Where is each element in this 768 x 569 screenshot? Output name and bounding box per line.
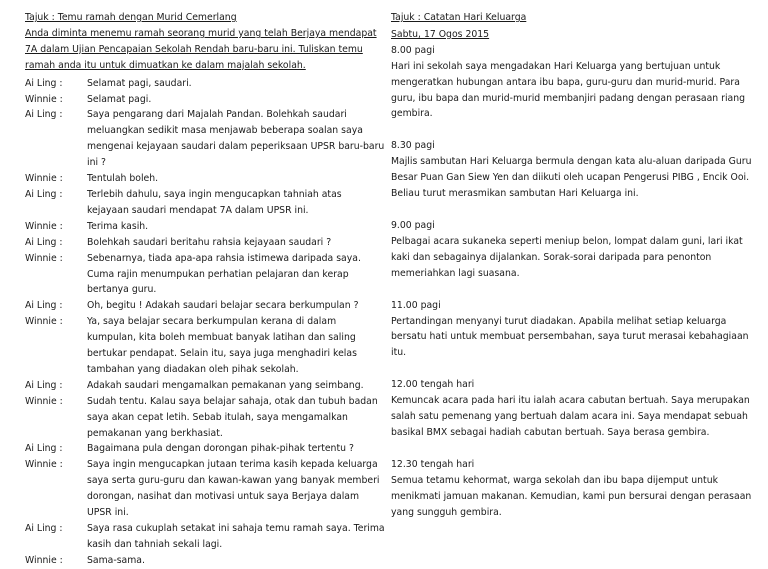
dialogue-text: Terima kasih. xyxy=(87,220,149,232)
speaker-label: Ai Ling : xyxy=(25,300,63,312)
interview-title: Tajuk : Temu ramah dengan Murid Cemerlang xyxy=(25,12,237,23)
diary-title: Tajuk : Catatan Hari Keluarga xyxy=(391,12,527,23)
entry-text: Pertandingan menyanyi turut diadakan. Apabila melihat setiap keluarga bersatu hati untuk membuat persembahan, saya turut merasai kebahagiaan itu. xyxy=(391,315,749,359)
dialogue-text: Selamat pagi, saudari. xyxy=(87,77,192,89)
speaker-label: Ai Ling : xyxy=(25,109,63,121)
dialogue-line xyxy=(25,457,385,521)
dialogue-line xyxy=(25,553,385,569)
speaker-label: Winnie : xyxy=(25,459,63,471)
interview-instructions: Anda diminta menemu ramah seorang murid yang telah Berjaya mendapat 7A dalam Ujian Pencapaian Sekolah Rendah baru-baru ini. Tuliskan temu ramah anda itu untuk dimuatkan ke dalam majalah sekolah. xyxy=(25,27,377,71)
speaker-label: Winnie : xyxy=(25,554,63,566)
dialogue-line xyxy=(25,171,385,187)
entry-time: 8.00 pagi xyxy=(391,44,435,56)
dialogue-line xyxy=(25,314,385,378)
diary-entry xyxy=(391,138,753,202)
entry-time: 12.30 tengah hari xyxy=(391,458,475,470)
dialogue-text: Bolehkah saudari beritahu rahsia kejayaan saudari ? xyxy=(87,236,332,248)
dialogue-line xyxy=(25,378,385,394)
entry-time: 11.00 pagi xyxy=(391,299,441,311)
diary-entry xyxy=(391,377,753,441)
dialogue-text: Selamat pagi. xyxy=(87,93,152,105)
entry-time: 8.30 pagi xyxy=(391,140,435,152)
speaker-label: Winnie : xyxy=(25,220,63,232)
dialogue-line xyxy=(25,441,385,457)
speaker-label: Ai Ling : xyxy=(25,379,63,391)
dialogue-line xyxy=(25,394,385,442)
diary-entries xyxy=(391,43,753,521)
interview-column xyxy=(25,10,385,569)
speaker-label: Winnie : xyxy=(25,395,63,407)
dialogue-line xyxy=(25,251,385,299)
dialogue-text: Adakah saudari mengamalkan pemakanan yang seimbang. xyxy=(87,379,364,391)
dialogue-line xyxy=(25,235,385,251)
dialogue-line xyxy=(25,521,385,553)
diary-entry xyxy=(391,218,753,282)
diary-entry xyxy=(391,298,753,362)
entry-time: 9.00 pagi xyxy=(391,219,435,231)
speaker-label: Winnie : xyxy=(25,252,63,264)
dialogue-text: Saya rasa cukuplah setakat ini sahaja temu ramah saya. Terima kasih dan tahniah sekali lagi. xyxy=(87,523,385,550)
speaker-label: Winnie : xyxy=(25,316,63,328)
dialogue-list xyxy=(25,76,385,569)
dialogue-text: Tentulah boleh. xyxy=(87,173,159,185)
speaker-label: Winnie : xyxy=(25,173,63,185)
diary-date: Sabtu, 17 Ogos 2015 xyxy=(391,28,490,40)
dialogue-text: Saya ingin mengucapkan jutaan terima kasih kepada keluarga saya serta guru-guru dan kawan-kawan yang banyak memberi dorongan, nasihat dan motivasi untuk saya Berjaya dalam UPSR ini. xyxy=(87,459,380,519)
dialogue-line xyxy=(25,187,385,219)
dialogue-text: Ya, saya belajar secara berkumpulan kerana di dalam kumpulan, kita boleh membuat banyak latihan dan saling bertukar pendapat. Selain itu, saya juga menghadiri kelas tambahan yang diadakan oleh pihak sekolah. xyxy=(87,316,357,375)
entry-text: Pelbagai acara sukaneka seperti meniup belon, lompat dalam guni, lari ikat kaki dan sebagainya dijalankan. Sorak-sorai daripada para penonton memeriahkan lagi suasana. xyxy=(391,235,743,279)
entry-text: Semua tetamu kehormat, warga sekolah dan ibu bapa dijemput untuk menikmati jamuan makanan. Kemudian, kami pun bersurai dengan perasaan yang sungguh gembira. xyxy=(391,474,752,518)
speaker-label: Ai Ling : xyxy=(25,188,63,200)
dialogue-text: Oh, begitu ! Adakah saudari belajar secara berkumpulan ? xyxy=(87,300,359,312)
speaker-label: Ai Ling : xyxy=(25,77,63,89)
speaker-label: Winnie : xyxy=(25,93,63,105)
diary-entry xyxy=(391,457,753,521)
speaker-label: Ai Ling : xyxy=(25,443,63,455)
entry-text: Majlis sambutan Hari Keluarga bermula dengan kata alu-aluan daripada Guru Besar Puan Gan Siew Yen dan diikuti oleh ucapan Pengerusi PIBG , Encik Ooi. Beliau turut merasmikan sambutan Hari Keluarga ini. xyxy=(391,156,752,200)
dialogue-line xyxy=(25,298,385,314)
diary-entry xyxy=(391,43,753,123)
dialogue-line xyxy=(25,219,385,235)
speaker-label: Ai Ling : xyxy=(25,523,63,534)
dialogue-text: Saya pengarang dari Majalah Pandan. Bolehkah saudari meluangkan sedikit masa menjawab beberapa soalan saya mengenai kejayaan saudari dalam peperiksaan UPSR baru-baru ini ? xyxy=(87,109,385,169)
dialogue-text: Terlebih dahulu, saya ingin mengucapkan tahniah atas kejayaan saudari mendapat 7A dalam UPSR ini. xyxy=(87,188,342,216)
speaker-label: Ai Ling : xyxy=(25,236,63,248)
entry-text: Hari ini sekolah saya mengadakan Hari Keluarga yang bertujuan untuk mengeratkan hubungan antara ibu bapa, guru-guru dan murid-murid. Para guru, ibu bapa dan murid-murid membanjiri padang dengan perasaan riang gembira. xyxy=(391,60,746,120)
dialogue-line xyxy=(25,107,385,171)
dialogue-text: Sebenarnya, tiada apa-apa rahsia istimewa daripada saya. Cuma rajin menumpukan perhatian pelajaran dan kerap bertanya guru. xyxy=(87,252,361,296)
dialogue-line xyxy=(25,76,385,92)
dialogue-text: Sudah tentu. Kalau saya belajar sahaja, otak dan tubuh badan saya akan cepat letih. Sebab itulah, saya mengamalkan pemakanan yang berkhasiat. xyxy=(87,395,378,439)
diary-column xyxy=(391,10,753,520)
dialogue-text: Sama-sama. xyxy=(87,554,145,566)
entry-time: 12.00 tengah hari xyxy=(391,379,475,391)
dialogue-line xyxy=(25,92,385,108)
dialogue-text: Bagaimana pula dengan dorongan pihak-pihak tertentu ? xyxy=(87,443,354,455)
entry-text: Kemuncak acara pada hari itu ialah acara cabutan bertuah. Saya merupakan salah satu pemenang yang bertuah dalam acara ini. Saya mendapat sebuah basikal BMX sebagai hadiah cabutan bertuah. Saya berasa gembira. xyxy=(391,395,750,438)
